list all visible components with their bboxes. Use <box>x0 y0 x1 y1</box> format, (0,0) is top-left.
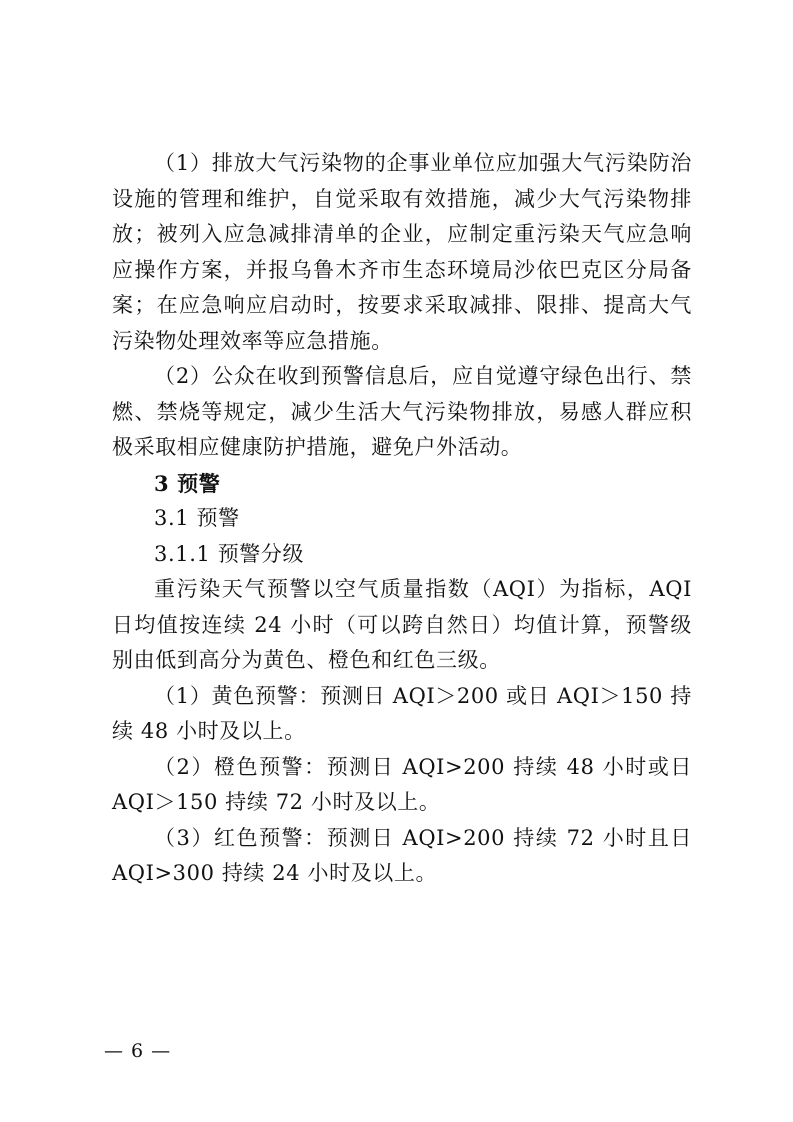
section-heading: 3 预警 <box>154 470 221 496</box>
paragraph-warning-intro: 重污染天气预警以空气质量指数（AQI）为指标，AQI 日均值按连续 24 小时（可以跨自然日）均值计算，预警级别由低到高分为黄色、橙色和红色三级。 <box>112 577 692 672</box>
subsection-heading: 3.1 预警 <box>154 506 240 530</box>
paragraph-orange-warning: （2）橙色预警：预测日 AQI>200 持续 48 小时或日 AQI＞150 持续 72 小时及以上。 <box>112 754 692 814</box>
subsubsection-heading: 3.1.1 预警分级 <box>154 541 305 566</box>
paragraph-yellow-warning: （1）黄色预警：预测日 AQI＞200 或日 AQI＞150 持续 48 小时及以上。 <box>112 683 692 743</box>
paragraph-enterprise-measures: （1）排放大气污染物的企事业单位应加强大气污染防治设施的管理和维护，自觉采取有效措施，减少大气污染物排放；被列入应急减排清单的企业，应制定重污染天气应急响应操作方案，并报乌鲁木齐市生态环境局沙依巴克区分局备案；在应急响应启动时，按要求采取减排、限排、提高大气污染物处理效率等应急措施。 <box>112 151 692 353</box>
document-body <box>112 146 692 892</box>
paragraph-red-warning: （3）红色预警：预测日 AQI>200 持续 72 小时且日 AQI>300 持续 24 小时及以上。 <box>112 825 692 885</box>
paragraph-public-measures: （2）公众在收到预警信息后，应自觉遵守绿色出行、禁燃、禁烧等规定，减少生活大气污染物排放，易感人群应积极采取相应健康防护措施，避免户外活动。 <box>112 364 692 459</box>
page-number: — 6 — <box>104 1040 172 1062</box>
